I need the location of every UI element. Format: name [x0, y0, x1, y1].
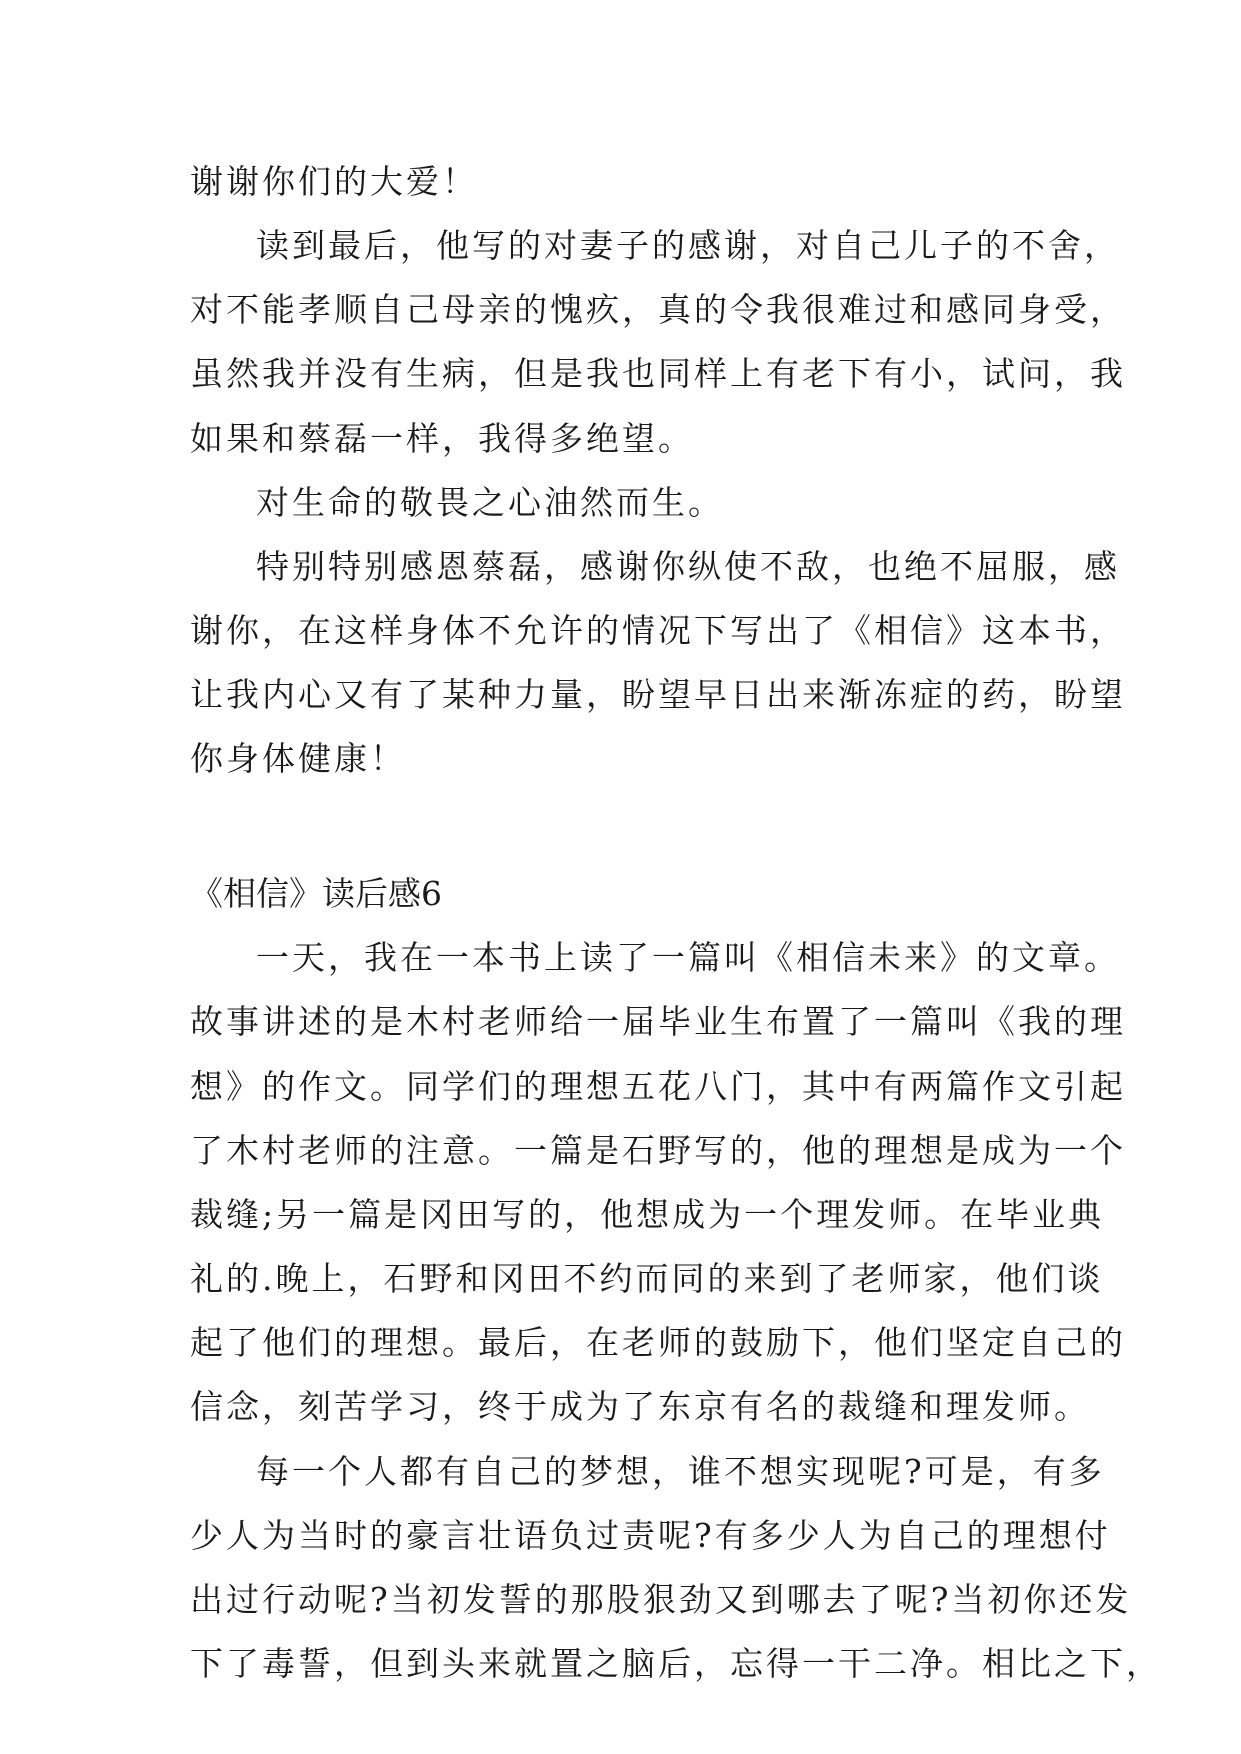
paragraph-line: 读到最后，他写的对妻子的感谢，对自己儿子的不舍，	[256, 226, 1120, 265]
paragraph-line: 礼的.晚上，石野和冈田不约而同的来到了老师家，他们谈	[190, 1259, 1104, 1298]
paragraph-line: 让我内心又有了某种力量，盼望早日出来渐冻症的药，盼望	[190, 675, 1126, 714]
paragraph-line: 裁缝;另一篇是冈田写的，他想成为一个理发师。在毕业典	[190, 1195, 1105, 1234]
paragraph-line: 下了毒誓，但到头来就置之脑后，忘得一干二净。相比之下，	[190, 1644, 1162, 1683]
paragraph-line: 信念，刻苦学习，终于成为了东京有名的裁缝和理发师。	[190, 1387, 1090, 1426]
paragraph-line: 每一个人都有自己的梦想，谁不想实现呢?可是，有多	[256, 1452, 1105, 1491]
paragraph-line: 对不能孝顺自己母亲的愧疚，真的令我很难过和感同身受，	[190, 290, 1126, 329]
section-title: 《相信》读后感6	[190, 874, 442, 913]
paragraph-line: 对生命的敬畏之心油然而生。	[256, 483, 724, 522]
paragraph-line: 虽然我并没有生病，但是我也同样上有老下有小，试问，我	[190, 354, 1126, 393]
paragraph-line: 了木村老师的注意。一篇是石野写的，他的理想是成为一个	[190, 1131, 1126, 1170]
paragraph-line: 故事讲述的是木村老师给一届毕业生布置了一篇叫《我的理	[190, 1002, 1126, 1041]
paragraph-line: 起了他们的理想。最后，在老师的鼓励下，他们坚定自己的	[190, 1323, 1126, 1362]
paragraph-line: 如果和蔡磊一样，我得多绝望。	[190, 419, 694, 458]
paragraph-line: 特别特别感恩蔡磊，感谢你纵使不敌，也绝不屈服，感	[256, 547, 1120, 586]
paragraph-line: 想》的作文。同学们的理想五花八门，其中有两篇作文引起	[190, 1067, 1126, 1106]
paragraph-line: 你身体健康！	[190, 739, 406, 778]
paragraph-line: 谢你，在这样身体不允许的情况下写出了《相信》这本书，	[190, 611, 1126, 650]
paragraph-line: 出过行动呢?当初发誓的那股狠劲又到哪去了呢?当初你还发	[190, 1580, 1132, 1619]
paragraph-line: 少人为当时的豪言壮语负过责呢?有多少人为自己的理想付	[190, 1516, 1111, 1555]
paragraph-line: 谢谢你们的大爱！	[190, 162, 478, 201]
paragraph-line: 一天，我在一本书上读了一篇叫《相信未来》的文章。	[256, 938, 1120, 977]
